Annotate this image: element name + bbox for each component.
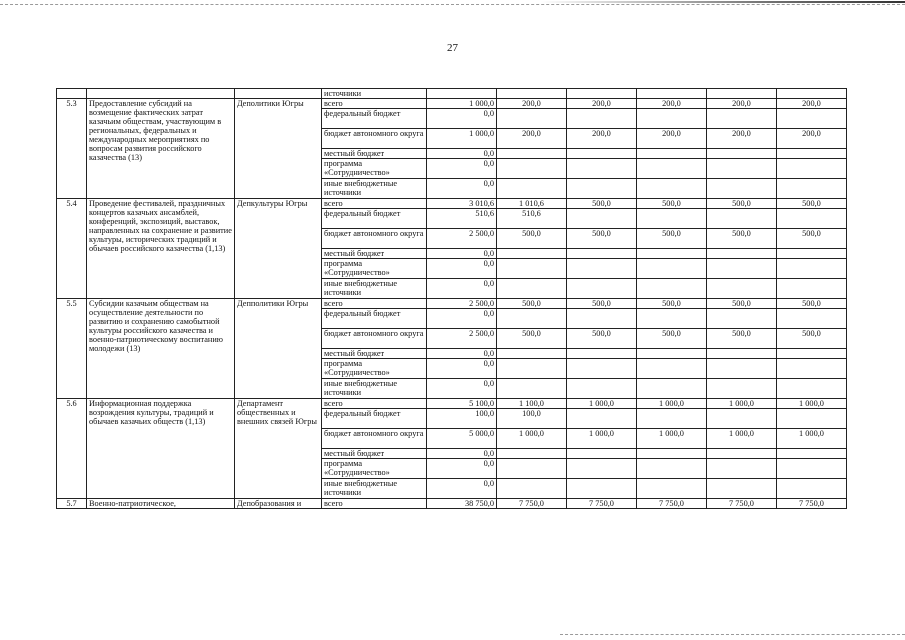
value-cell: 0,0 xyxy=(427,309,497,329)
value-cell xyxy=(567,109,637,129)
value-cell: 500,0 xyxy=(567,299,637,309)
value-cell xyxy=(707,349,777,359)
value-cell: 500,0 xyxy=(497,229,567,249)
value-cell: 2 500,0 xyxy=(427,329,497,349)
source-cell: иные внебюджетные источники xyxy=(322,479,427,499)
value-cell: 500,0 xyxy=(777,299,847,309)
value-cell: 7 750,0 xyxy=(567,499,637,509)
value-cell: 0,0 xyxy=(427,179,497,199)
value-cell: 1 000,0 xyxy=(777,399,847,409)
value-cell: 0,0 xyxy=(427,149,497,159)
source-cell: федеральный бюджет xyxy=(322,309,427,329)
value-cell: 200,0 xyxy=(637,99,707,109)
value-cell: 7 750,0 xyxy=(637,499,707,509)
source-cell: иные внебюджетные источники xyxy=(322,179,427,199)
cell-empty xyxy=(235,89,322,99)
value-cell xyxy=(567,259,637,279)
value-cell xyxy=(777,449,847,459)
value-cell: 0,0 xyxy=(427,459,497,479)
value-cell xyxy=(637,449,707,459)
value-cell: 1 000,0 xyxy=(777,429,847,449)
source-cell: программа «Сотрудничество» xyxy=(322,459,427,479)
value-cell: 500,0 xyxy=(567,199,637,209)
value-cell xyxy=(497,179,567,199)
value-cell: 100,0 xyxy=(427,409,497,429)
section-executor: Депобразования и xyxy=(235,499,322,509)
source-cell: местный бюджет xyxy=(322,449,427,459)
section-executor: Депкультуры Югры xyxy=(235,199,322,299)
value-cell xyxy=(497,89,567,99)
value-cell: 0,0 xyxy=(427,159,497,179)
value-cell: 500,0 xyxy=(637,329,707,349)
value-cell xyxy=(567,209,637,229)
value-cell xyxy=(707,249,777,259)
value-cell xyxy=(707,149,777,159)
source-cell: всего xyxy=(322,199,427,209)
value-cell xyxy=(567,479,637,499)
table-row xyxy=(57,299,847,309)
source-cell: всего xyxy=(322,499,427,509)
value-cell xyxy=(567,379,637,399)
value-cell: 5 000,0 xyxy=(427,429,497,449)
source-cell: всего xyxy=(322,399,427,409)
source-cell: всего xyxy=(322,299,427,309)
value-cell: 200,0 xyxy=(707,99,777,109)
value-cell xyxy=(567,449,637,459)
value-cell: 1 000,0 xyxy=(427,99,497,109)
source-cell: федеральный бюджет xyxy=(322,409,427,429)
value-cell xyxy=(567,459,637,479)
value-cell xyxy=(777,309,847,329)
value-cell: 3 010,6 xyxy=(427,199,497,209)
value-cell xyxy=(707,209,777,229)
value-cell xyxy=(637,379,707,399)
source-cell: бюджет автономного округа xyxy=(322,229,427,249)
value-cell xyxy=(497,379,567,399)
scan-edge-top xyxy=(0,4,905,6)
value-cell xyxy=(637,149,707,159)
value-cell: 1 000,0 xyxy=(707,399,777,409)
value-cell xyxy=(497,249,567,259)
source-cell: иные внебюджетные источники xyxy=(322,279,427,299)
value-cell: 500,0 xyxy=(637,229,707,249)
value-cell xyxy=(637,309,707,329)
value-cell xyxy=(707,279,777,299)
section-name: Проведение фестивалей, праздничных концертов казачьих ансамблей, конференций, экспозиций, выставок, направленных на сохранение и развитие культуры, исторических традиций и обычаев российского казачества (1,13) xyxy=(87,199,235,299)
value-cell: 0,0 xyxy=(427,259,497,279)
value-cell: 1 010,6 xyxy=(497,199,567,209)
value-cell: 500,0 xyxy=(707,329,777,349)
source-cell: местный бюджет xyxy=(322,249,427,259)
source-cell: бюджет автономного округа xyxy=(322,329,427,349)
value-cell xyxy=(637,459,707,479)
value-cell xyxy=(777,179,847,199)
value-cell: 1 000,0 xyxy=(637,399,707,409)
value-cell: 200,0 xyxy=(567,99,637,109)
value-cell: 1 000,0 xyxy=(637,429,707,449)
value-cell xyxy=(637,159,707,179)
section-executor: Депполитики Югры xyxy=(235,299,322,399)
value-cell xyxy=(707,159,777,179)
value-cell: 500,0 xyxy=(777,329,847,349)
value-cell xyxy=(707,89,777,99)
value-cell: 500,0 xyxy=(707,199,777,209)
source-cell: местный бюджет xyxy=(322,349,427,359)
scan-edge-bottom xyxy=(560,634,905,636)
value-cell: 1 000,0 xyxy=(497,429,567,449)
value-cell xyxy=(777,279,847,299)
value-cell: 500,0 xyxy=(707,229,777,249)
section-name: Предоставление субсидий на возмещение фактических затрат казачьим обществам, участвующим в региональных, федеральных и международных мероприятиях по вопросам развития российского казачества (13) xyxy=(87,99,235,199)
source-cell: федеральный бюджет xyxy=(322,109,427,129)
value-cell xyxy=(567,249,637,259)
value-cell: 1 000,0 xyxy=(567,399,637,409)
value-cell: 7 750,0 xyxy=(707,499,777,509)
source-cell: программа «Сотрудничество» xyxy=(322,159,427,179)
value-cell xyxy=(567,89,637,99)
table-row xyxy=(57,499,847,509)
value-cell: 0,0 xyxy=(427,109,497,129)
value-cell: 500,0 xyxy=(567,229,637,249)
table-body xyxy=(57,89,847,509)
value-cell: 0,0 xyxy=(427,279,497,299)
value-cell xyxy=(637,279,707,299)
value-cell: 2 500,0 xyxy=(427,229,497,249)
section-name: Информационная поддержка возрождения культуры, традиций и обычаев казачьих обществ (1,13) xyxy=(87,399,235,499)
section-number: 5.4 xyxy=(57,199,87,299)
value-cell: 500,0 xyxy=(497,299,567,309)
value-cell: 200,0 xyxy=(567,129,637,149)
value-cell xyxy=(497,159,567,179)
value-cell xyxy=(637,359,707,379)
value-cell xyxy=(497,279,567,299)
value-cell xyxy=(497,109,567,129)
section-executor: Дeполитики Югры xyxy=(235,99,322,199)
value-cell: 200,0 xyxy=(637,129,707,149)
page-number: 27 xyxy=(447,42,458,54)
value-cell xyxy=(637,409,707,429)
source-cell: иные внебюджетные источники xyxy=(322,379,427,399)
value-cell xyxy=(497,259,567,279)
value-cell: 2 500,0 xyxy=(427,299,497,309)
source-cell: бюджет автономного округа xyxy=(322,429,427,449)
value-cell: 510,6 xyxy=(427,209,497,229)
value-cell: 500,0 xyxy=(777,229,847,249)
value-cell xyxy=(707,259,777,279)
value-cell xyxy=(777,479,847,499)
value-cell xyxy=(777,209,847,229)
value-cell xyxy=(777,159,847,179)
value-cell xyxy=(777,149,847,159)
value-cell xyxy=(497,479,567,499)
value-cell: 1 000,0 xyxy=(567,429,637,449)
value-cell xyxy=(637,209,707,229)
cell-empty xyxy=(57,89,87,99)
table-row xyxy=(57,99,847,109)
value-cell xyxy=(777,249,847,259)
value-cell xyxy=(707,379,777,399)
budget-table xyxy=(56,88,847,509)
value-cell: 500,0 xyxy=(707,299,777,309)
value-cell: 1 000,0 xyxy=(427,129,497,149)
source-cell: программа «Сотрудничество» xyxy=(322,359,427,379)
value-cell: 510,6 xyxy=(497,209,567,229)
value-cell xyxy=(637,179,707,199)
table-row xyxy=(57,199,847,209)
value-cell xyxy=(637,259,707,279)
value-cell: 0,0 xyxy=(427,249,497,259)
value-cell xyxy=(777,359,847,379)
value-cell xyxy=(707,179,777,199)
value-cell: 0,0 xyxy=(427,449,497,459)
value-cell: 200,0 xyxy=(777,99,847,109)
value-cell xyxy=(707,449,777,459)
section-number: 5.7 xyxy=(57,499,87,509)
value-cell xyxy=(567,159,637,179)
value-cell xyxy=(497,349,567,359)
section-executor: Департамент общественных и внешних связей Югры xyxy=(235,399,322,499)
source-cell: программа «Сотрудничество» xyxy=(322,259,427,279)
value-cell xyxy=(567,279,637,299)
value-cell xyxy=(567,349,637,359)
value-cell xyxy=(777,459,847,479)
section-number: 5.6 xyxy=(57,399,87,499)
value-cell xyxy=(637,479,707,499)
value-cell: 200,0 xyxy=(497,99,567,109)
value-cell xyxy=(707,359,777,379)
value-cell xyxy=(567,149,637,159)
section-name: Военно-патриотическое, xyxy=(87,499,235,509)
value-cell: 38 750,0 xyxy=(427,499,497,509)
value-cell xyxy=(707,409,777,429)
value-cell xyxy=(497,359,567,379)
value-cell xyxy=(777,89,847,99)
value-cell xyxy=(567,309,637,329)
source-cell: всего xyxy=(322,99,427,109)
value-cell: 1 100,0 xyxy=(497,399,567,409)
value-cell xyxy=(567,179,637,199)
value-cell xyxy=(707,479,777,499)
value-cell xyxy=(637,109,707,129)
value-cell xyxy=(637,349,707,359)
scan-edge-shadow xyxy=(540,1,905,3)
value-cell xyxy=(777,349,847,359)
value-cell: 200,0 xyxy=(777,129,847,149)
table-row xyxy=(57,399,847,409)
value-cell xyxy=(497,459,567,479)
value-cell: 200,0 xyxy=(707,129,777,149)
section-number: 5.5 xyxy=(57,299,87,399)
value-cell xyxy=(707,459,777,479)
source-cell: бюджет автономного округа xyxy=(322,129,427,149)
value-cell xyxy=(707,109,777,129)
value-cell: 1 000,0 xyxy=(707,429,777,449)
value-cell xyxy=(637,89,707,99)
value-cell: 0,0 xyxy=(427,359,497,379)
value-cell: 500,0 xyxy=(777,199,847,209)
value-cell xyxy=(567,359,637,379)
cell-empty xyxy=(87,89,235,99)
value-cell: 100,0 xyxy=(497,409,567,429)
value-cell xyxy=(777,109,847,129)
value-cell: 500,0 xyxy=(637,299,707,309)
value-cell xyxy=(427,89,497,99)
section-name: Субсидии казачьим обществам на осуществление деятельности по развитию и сохранению самобытной культуры российского казачества и военно-патриотическому воспитанию молодежи (13) xyxy=(87,299,235,399)
source-cell: федеральный бюджет xyxy=(322,209,427,229)
value-cell: 7 750,0 xyxy=(497,499,567,509)
value-cell xyxy=(497,149,567,159)
value-cell: 500,0 xyxy=(637,199,707,209)
value-cell: 200,0 xyxy=(497,129,567,149)
value-cell xyxy=(497,309,567,329)
table-row-carryover xyxy=(57,89,847,99)
section-number: 5.3 xyxy=(57,99,87,199)
value-cell xyxy=(567,409,637,429)
value-cell: 500,0 xyxy=(567,329,637,349)
value-cell: 5 100,0 xyxy=(427,399,497,409)
value-cell xyxy=(777,409,847,429)
value-cell: 500,0 xyxy=(497,329,567,349)
value-cell: 0,0 xyxy=(427,479,497,499)
value-cell xyxy=(637,249,707,259)
value-cell: 0,0 xyxy=(427,379,497,399)
value-cell: 7 750,0 xyxy=(777,499,847,509)
value-cell xyxy=(497,449,567,459)
source-cell: источники xyxy=(322,89,427,99)
value-cell: 0,0 xyxy=(427,349,497,359)
value-cell xyxy=(777,379,847,399)
value-cell xyxy=(707,309,777,329)
source-cell: местный бюджет xyxy=(322,149,427,159)
value-cell xyxy=(777,259,847,279)
